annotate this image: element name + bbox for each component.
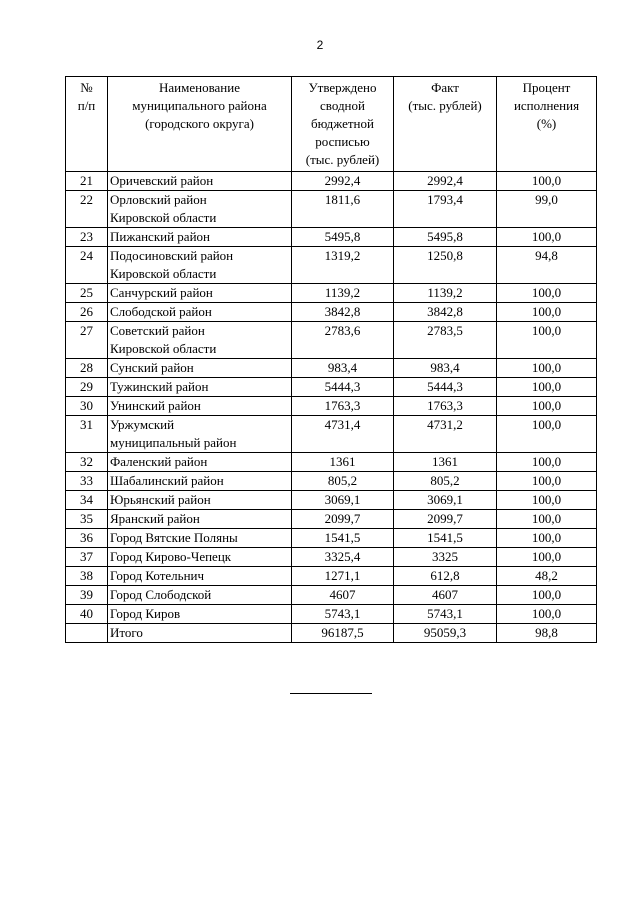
row-approved: 2099,7 — [292, 510, 394, 529]
total-fact: 95059,3 — [394, 624, 497, 643]
row-approved: 5495,8 — [292, 228, 394, 247]
table-row — [66, 172, 597, 191]
row-name-line: Советский район — [110, 323, 205, 338]
row-name — [108, 529, 292, 548]
row-fact: 3069,1 — [394, 491, 497, 510]
row-number: 23 — [66, 228, 108, 247]
row-approved: 983,4 — [292, 359, 394, 378]
table-row — [66, 359, 597, 378]
table-row — [66, 378, 597, 397]
row-percent: 100,0 — [497, 472, 597, 491]
row-fact: 1763,3 — [394, 397, 497, 416]
table-row — [66, 586, 597, 605]
row-name — [108, 322, 292, 359]
row-name-line: Город Котельнич — [110, 568, 205, 583]
row-percent: 100,0 — [497, 548, 597, 567]
row-percent: 100,0 — [497, 228, 597, 247]
row-percent: 48,2 — [497, 567, 597, 586]
table-row — [66, 284, 597, 303]
table-row — [66, 191, 597, 228]
row-fact: 1361 — [394, 453, 497, 472]
row-name — [108, 359, 292, 378]
header-name: Наименование муниципального района (городского округа) — [108, 77, 292, 172]
row-name-line: Пижанский район — [110, 229, 210, 244]
row-name-line: Кировской области — [110, 341, 217, 356]
row-number: 29 — [66, 378, 108, 397]
row-name-line: Кировской области — [110, 210, 217, 225]
row-fact: 1541,5 — [394, 529, 497, 548]
row-name-line: Тужинский район — [110, 379, 209, 394]
row-name-line: Город Вятские Поляны — [110, 530, 238, 545]
row-approved: 805,2 — [292, 472, 394, 491]
row-percent: 100,0 — [497, 453, 597, 472]
row-fact: 5495,8 — [394, 228, 497, 247]
table-row — [66, 567, 597, 586]
row-name — [108, 172, 292, 191]
row-name — [108, 453, 292, 472]
row-fact: 1793,4 — [394, 191, 497, 228]
total-row — [66, 624, 597, 643]
row-percent: 100,0 — [497, 172, 597, 191]
row-percent: 100,0 — [497, 529, 597, 548]
row-name-line: Город Киров — [110, 606, 181, 621]
row-name-line: Слободской район — [110, 304, 212, 319]
row-name — [108, 303, 292, 322]
total-percent: 98,8 — [497, 624, 597, 643]
table-row — [66, 510, 597, 529]
row-approved: 1541,5 — [292, 529, 394, 548]
header-percent: Процент исполнения (%) — [497, 77, 597, 172]
row-fact: 1250,8 — [394, 247, 497, 284]
row-approved: 1763,3 — [292, 397, 394, 416]
row-name-line: Фаленский район — [110, 454, 208, 469]
row-number: 39 — [66, 586, 108, 605]
row-name — [108, 548, 292, 567]
row-approved: 1361 — [292, 453, 394, 472]
row-fact: 2783,5 — [394, 322, 497, 359]
row-name — [108, 397, 292, 416]
row-percent: 99,0 — [497, 191, 597, 228]
row-number: 35 — [66, 510, 108, 529]
row-approved: 1811,6 — [292, 191, 394, 228]
row-number: 25 — [66, 284, 108, 303]
row-name-line: Юрьянский район — [110, 492, 211, 507]
row-name-line: Яранский район — [110, 511, 200, 526]
row-approved: 3325,4 — [292, 548, 394, 567]
table-row — [66, 605, 597, 624]
row-number: 37 — [66, 548, 108, 567]
header-approved: Утверждено сводной бюджетной росписью (тыс. рублей) — [292, 77, 394, 172]
row-name — [108, 416, 292, 453]
row-fact: 612,8 — [394, 567, 497, 586]
total-label: Итого — [108, 624, 292, 643]
row-approved: 5743,1 — [292, 605, 394, 624]
row-approved: 4607 — [292, 586, 394, 605]
row-percent: 94,8 — [497, 247, 597, 284]
row-approved: 2992,4 — [292, 172, 394, 191]
header-number: № п/п — [66, 77, 108, 172]
table-row — [66, 529, 597, 548]
row-fact: 4607 — [394, 586, 497, 605]
row-approved: 3069,1 — [292, 491, 394, 510]
row-name — [108, 510, 292, 529]
row-fact: 3325 — [394, 548, 497, 567]
row-percent: 100,0 — [497, 359, 597, 378]
row-number: 22 — [66, 191, 108, 228]
row-percent: 100,0 — [497, 303, 597, 322]
row-approved: 5444,3 — [292, 378, 394, 397]
table-row — [66, 472, 597, 491]
row-number: 38 — [66, 567, 108, 586]
table-row — [66, 228, 597, 247]
row-name-line: Сунский район — [110, 360, 194, 375]
row-percent: 100,0 — [497, 322, 597, 359]
header-fact: Факт (тыс. рублей) — [394, 77, 497, 172]
row-fact: 4731,2 — [394, 416, 497, 453]
row-name — [108, 228, 292, 247]
row-name-line: Кировской области — [110, 266, 217, 281]
row-name-line: Унинский район — [110, 398, 201, 413]
row-name-line: муниципальный район — [110, 435, 237, 450]
row-number: 33 — [66, 472, 108, 491]
row-approved: 1319,2 — [292, 247, 394, 284]
row-percent: 100,0 — [497, 397, 597, 416]
row-number: 24 — [66, 247, 108, 284]
row-number: 30 — [66, 397, 108, 416]
row-number: 28 — [66, 359, 108, 378]
row-approved: 4731,4 — [292, 416, 394, 453]
row-name-line: Оричевский район — [110, 173, 214, 188]
budget-execution-table — [65, 76, 597, 643]
row-name — [108, 284, 292, 303]
table-header — [66, 77, 597, 172]
row-number: 31 — [66, 416, 108, 453]
row-number: 27 — [66, 322, 108, 359]
row-approved: 1271,1 — [292, 567, 394, 586]
row-fact: 1139,2 — [394, 284, 497, 303]
row-name-line: Шабалинский район — [110, 473, 224, 488]
table-row — [66, 453, 597, 472]
row-percent: 100,0 — [497, 491, 597, 510]
table-row — [66, 416, 597, 453]
row-fact: 5743,1 — [394, 605, 497, 624]
row-percent: 100,0 — [497, 378, 597, 397]
row-fact: 5444,3 — [394, 378, 497, 397]
row-fact: 2099,7 — [394, 510, 497, 529]
row-approved: 1139,2 — [292, 284, 394, 303]
row-name-line: Уржумский — [110, 417, 175, 432]
row-name-line: Подосиновский район — [110, 248, 234, 263]
total-approved: 96187,5 — [292, 624, 394, 643]
table-row — [66, 303, 597, 322]
row-name — [108, 586, 292, 605]
row-name — [108, 567, 292, 586]
row-percent: 100,0 — [497, 284, 597, 303]
row-number: 32 — [66, 453, 108, 472]
row-approved: 2783,6 — [292, 322, 394, 359]
row-name-line: Город Кирово-Чепецк — [110, 549, 232, 564]
row-name — [108, 191, 292, 228]
table-row — [66, 397, 597, 416]
table-body — [66, 172, 597, 643]
row-name — [108, 605, 292, 624]
row-percent: 100,0 — [497, 605, 597, 624]
table-row — [66, 247, 597, 284]
header-row — [66, 77, 597, 172]
table-row — [66, 548, 597, 567]
row-fact: 983,4 — [394, 359, 497, 378]
row-number: 40 — [66, 605, 108, 624]
row-fact: 2992,4 — [394, 172, 497, 191]
row-number: 36 — [66, 529, 108, 548]
row-name-line: Орловский район — [110, 192, 207, 207]
row-name — [108, 472, 292, 491]
page-number: 2 — [316, 38, 324, 52]
row-name-line: Город Слободской — [110, 587, 212, 602]
row-name-line: Санчурский район — [110, 285, 213, 300]
row-percent: 100,0 — [497, 510, 597, 529]
row-name — [108, 378, 292, 397]
row-fact: 3842,8 — [394, 303, 497, 322]
row-percent: 100,0 — [497, 416, 597, 453]
table-row — [66, 491, 597, 510]
closing-line — [290, 693, 372, 694]
row-fact: 805,2 — [394, 472, 497, 491]
row-approved: 3842,8 — [292, 303, 394, 322]
row-name — [108, 491, 292, 510]
row-number: 34 — [66, 491, 108, 510]
row-name — [108, 247, 292, 284]
row-number: 21 — [66, 172, 108, 191]
total-number — [66, 624, 108, 643]
table-row — [66, 322, 597, 359]
row-percent: 100,0 — [497, 586, 597, 605]
row-number: 26 — [66, 303, 108, 322]
